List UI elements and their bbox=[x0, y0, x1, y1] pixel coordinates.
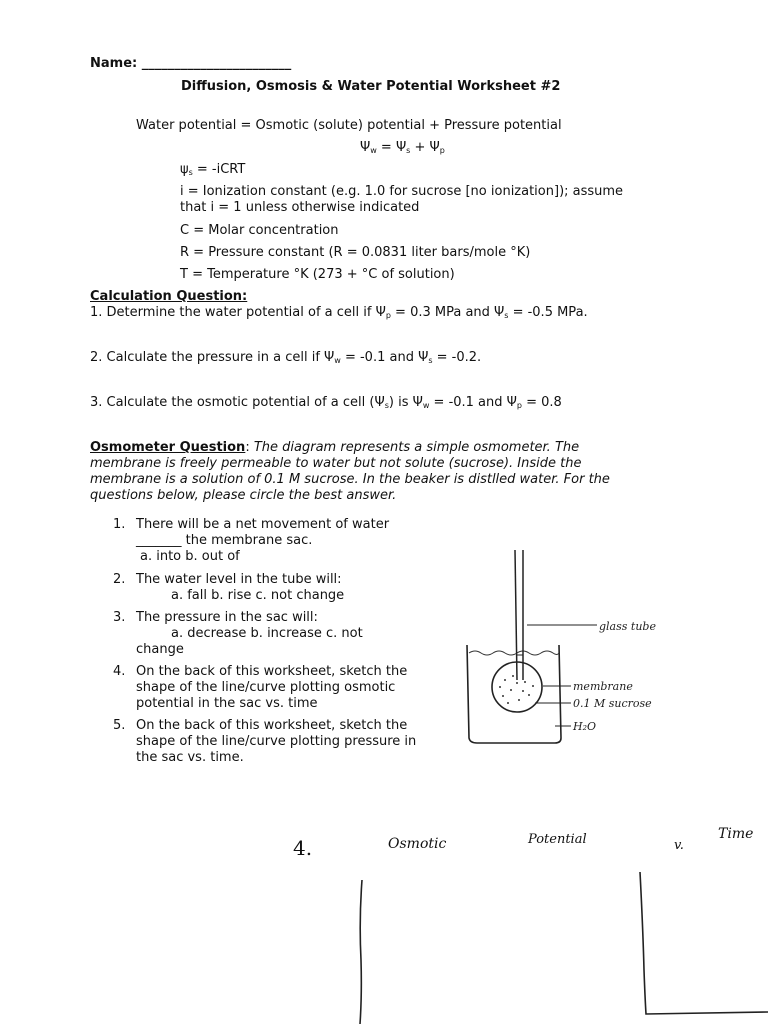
pressure-constant-def: R = Pressure constant (R = 0.0831 liter bars/mole °K) bbox=[180, 245, 531, 260]
glass-tube-left bbox=[515, 550, 517, 680]
osmometer-line3: membrane is a solution of 0.1 M sucrose. In the beaker is distlled water. For the bbox=[90, 472, 610, 487]
osmometer-diagram bbox=[455, 540, 675, 755]
item-text: _______ the membrane sac. bbox=[136, 533, 313, 548]
name-line: _______________________ bbox=[141, 56, 292, 71]
item-number: 4. bbox=[113, 664, 126, 679]
calc-question-1: 1. Determine the water potential of a cell if $\Psi_p = 0.3$ MPa and $\Psi_s = -0.5$ MPa. bbox=[90, 305, 588, 320]
sketch-axes bbox=[340, 860, 768, 1024]
handwritten-osmotic: Osmotic bbox=[388, 836, 447, 852]
calc-question-3: 3. Calculate the osmotic potential of a cell $(\Psi_s)$ is $\Psi_w = -0.1$ and $\Psi_p = 0.8$ bbox=[90, 395, 562, 410]
label-sucrose: 0.1 M sucrose bbox=[573, 697, 652, 710]
formula-equation: $\Psi_w = \Psi_s + \Psi_p$ bbox=[360, 140, 445, 155]
item-text: the sac vs. time. bbox=[136, 750, 244, 765]
formula-intro: Water potential = Osmotic (solute) potential + Pressure potential bbox=[136, 118, 562, 133]
item-number: 3. bbox=[113, 610, 126, 625]
osmometer-line4: questions below, please circle the best answer. bbox=[90, 488, 397, 503]
label-glass-tube: glass tube bbox=[599, 620, 656, 633]
item-text: shape of the line/curve plotting pressure in bbox=[136, 734, 417, 749]
axis-right-graph bbox=[640, 872, 768, 1014]
item-text: On the back of this worksheet, sketch the bbox=[136, 718, 408, 733]
item-number: 1. bbox=[113, 517, 126, 532]
worksheet-title: Diffusion, Osmosis & Water Potential Worksheet #2 bbox=[181, 79, 561, 94]
water-level bbox=[469, 651, 559, 655]
item-text: There will be a net movement of water bbox=[136, 517, 390, 532]
beaker-shape bbox=[467, 645, 561, 743]
item-number: 2. bbox=[113, 572, 126, 587]
label-water: H₂O bbox=[573, 720, 597, 733]
item-options: change bbox=[136, 642, 184, 657]
ionization-def-line2: that i = 1 unless otherwise indicated bbox=[180, 200, 420, 215]
label-membrane: membrane bbox=[573, 680, 633, 693]
concentration-def: C = Molar concentration bbox=[180, 223, 339, 238]
name-label: Name: _______________________ bbox=[90, 56, 292, 71]
handwritten-time: Time bbox=[718, 826, 754, 842]
handwritten-versus: v. bbox=[674, 838, 684, 853]
item-text: The pressure in the sac will: bbox=[136, 610, 318, 625]
osmometer-line2: membrane is freely permeable to water but not solute (sucrose). Inside the bbox=[90, 456, 582, 471]
item-options: a. into b. out of bbox=[140, 549, 240, 564]
handwritten-potential: Potential bbox=[528, 832, 587, 847]
item-options: a. fall b. rise c. not change bbox=[171, 588, 345, 603]
ionization-def-line1: i = Ionization constant (e.g. 1.0 for sucrose [no ionization]); assume bbox=[180, 184, 624, 199]
item-options: a. decrease b. increase c. not bbox=[171, 626, 363, 641]
item-text: potential in the sac vs. time bbox=[136, 696, 318, 711]
item-number: 5. bbox=[113, 718, 126, 733]
axis-left-graph bbox=[360, 880, 362, 1024]
item-text: shape of the line/curve plotting osmotic bbox=[136, 680, 396, 695]
handwritten-number: 4. bbox=[293, 836, 313, 860]
osmometer-heading: Osmometer Question bbox=[90, 440, 246, 455]
calculation-heading: Calculation Question: bbox=[90, 289, 248, 304]
item-text: The water level in the tube will: bbox=[136, 572, 342, 587]
item-text: On the back of this worksheet, sketch the bbox=[136, 664, 408, 679]
temperature-def: T = Temperature °K (273 + °C of solution) bbox=[180, 267, 455, 282]
calc-question-2: 2. Calculate the pressure in a cell if $\Psi_w = -0.1$ and $\Psi_s = -0.2$. bbox=[90, 350, 482, 365]
solute-formula: $\psi_s$ = -iCRT bbox=[180, 162, 246, 177]
osmometer-line1: Osmometer Question: The diagram represents a simple osmometer. The bbox=[90, 440, 580, 455]
